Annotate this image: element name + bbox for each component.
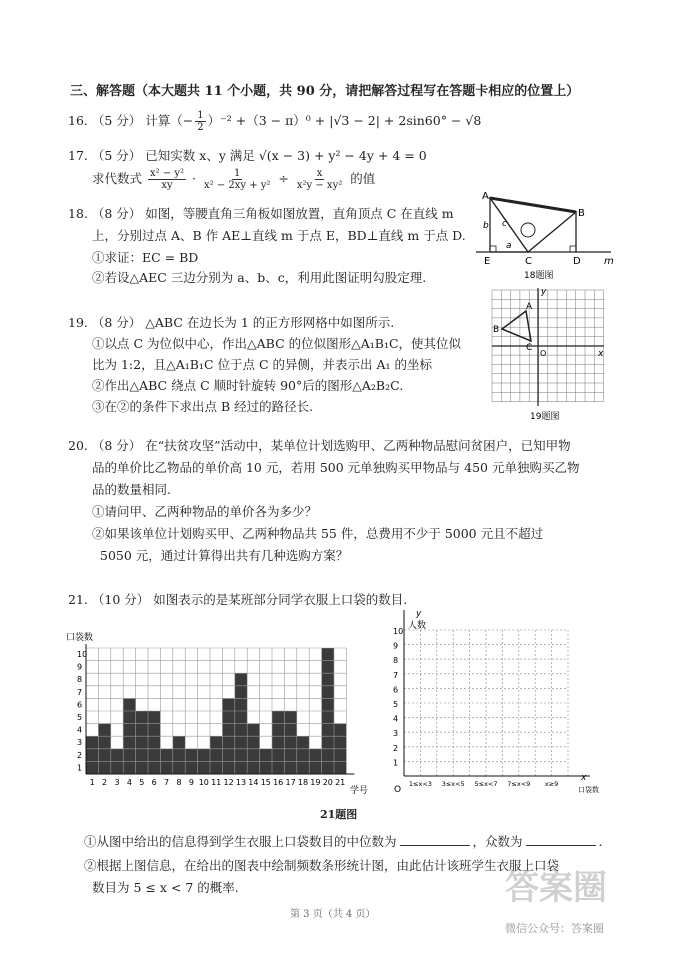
q20-line-2: 品的数量相同. xyxy=(92,482,171,497)
q17-fraction-3: $\frac{x}{\text{x²y − xy²}}$ xyxy=(296,168,343,191)
q18-caption: 18题图 xyxy=(524,271,554,281)
q19-score: （8 分） xyxy=(91,315,142,330)
bar xyxy=(272,711,284,774)
x-tick-label: 6 xyxy=(151,778,157,787)
q16-rest: ）⁻² +（3 − π）⁰ + |√3 − 2| + 2sin60° − √8 xyxy=(207,113,482,128)
right-angle-E xyxy=(490,246,496,252)
q21-number: 21. xyxy=(68,592,88,607)
q20-line-3: ①请问甲、乙两种物品的单价各为多少？ xyxy=(92,504,318,519)
y-tick-label: 9 xyxy=(77,662,83,672)
q19-label-x: x xyxy=(598,349,604,359)
q19-line-4: ③在②的条件下求出点 B 经过的路径长. xyxy=(92,399,314,414)
bar xyxy=(173,736,185,774)
x-tick-label: 1≤x<3 xyxy=(408,780,432,788)
q16-number: 16. xyxy=(68,113,88,128)
label-D: D xyxy=(573,256,581,267)
q17-score: （5 分） xyxy=(91,148,142,163)
bar xyxy=(210,736,222,774)
x-tick-label: 19 xyxy=(310,778,321,787)
y-tick-label: 10 xyxy=(77,650,88,659)
q17-number: 17. xyxy=(68,148,88,163)
x-tick-label: 21 xyxy=(335,778,346,787)
q17-dot: · xyxy=(192,171,197,186)
q16-text: 计算（− xyxy=(145,113,194,128)
y-tick-label: 8 xyxy=(77,675,83,685)
y-tick-label: 6 xyxy=(393,685,399,695)
q19-label-y: y xyxy=(541,287,547,297)
x-tick-label: 18 xyxy=(297,778,309,787)
q17-line2 xyxy=(92,168,375,191)
chart2-origin: O xyxy=(394,785,402,795)
triangle-ruler-hole xyxy=(521,223,535,237)
q20-score: （8 分） xyxy=(91,438,142,453)
q16-score: （5 分） xyxy=(91,113,142,128)
x-tick-label: 7≤x<9 xyxy=(507,780,531,788)
q17-prefix: 求代数式 xyxy=(92,171,143,186)
question-18 xyxy=(68,204,454,222)
y-tick-label: 4 xyxy=(393,714,399,724)
x-tick-label: 7 xyxy=(164,778,170,787)
q17-fraction-1: $\frac{\text{x² − y²}}{xy}$ xyxy=(150,168,185,191)
q19-line-3: ②作出△ABC 绕点 C 顺时针旋转 90°后的图形△A₂B₂C. xyxy=(92,378,404,393)
q21-score: （10 分） xyxy=(91,592,150,607)
label-m: m xyxy=(604,256,614,267)
q21-sub1-mid: ，众数为 xyxy=(472,834,523,849)
y-tick-label: 7 xyxy=(393,670,399,680)
x-tick-label: 9 xyxy=(188,778,194,787)
x-tick-label: 5≤x<7 xyxy=(474,780,498,788)
label-B: B xyxy=(578,208,585,219)
q19-number: 19. xyxy=(68,315,88,330)
y-tick-label: 3 xyxy=(393,729,399,739)
x-tick-label: 4 xyxy=(126,778,132,787)
q21-caption: 21题图 xyxy=(320,808,358,821)
x-tick-label: 15 xyxy=(260,778,271,787)
question-21 xyxy=(68,590,407,608)
label-A: A xyxy=(482,191,489,202)
question-17 xyxy=(68,146,427,164)
frequency-chart xyxy=(384,604,604,800)
q18-line-2: ①求证：EC = BD xyxy=(92,250,199,265)
y-tick-label: 1 xyxy=(393,758,399,768)
label-C: C xyxy=(525,256,532,267)
q19-label-C: C xyxy=(526,343,533,353)
bar xyxy=(148,711,160,774)
q19-line-0: △ABC 在边长为 1 的正方形网格中如图所示. xyxy=(145,315,395,330)
page-footer: 第 3 页（共 4 页） xyxy=(290,909,376,920)
bar xyxy=(136,711,148,774)
q19-label-B: B xyxy=(493,325,500,335)
question-16 xyxy=(68,110,481,133)
q18-figure xyxy=(476,190,616,290)
q18-line-3: ②若设△AEC 三边分别为 a、b、c，利用此图证明勾股定理. xyxy=(92,270,427,285)
q18-number: 18. xyxy=(68,206,88,221)
bar xyxy=(86,736,98,774)
q19-line-2: 比为 1:2，且△A₁B₁C 位于点 C 的异侧，并表示出 A₁ 的坐标 xyxy=(92,357,432,372)
x-tick-label: 10 xyxy=(198,778,209,787)
q19-label-O: O xyxy=(540,349,547,358)
label-a: a xyxy=(506,241,512,251)
question-20 xyxy=(68,436,571,454)
q21-sub1 xyxy=(84,832,603,850)
chart2-xlabel: 口袋数 xyxy=(578,786,599,794)
bar xyxy=(297,736,309,774)
q20-line-0: 在“扶贫攻坚”活动中，某单位计划选购甲、乙两种物品慰问贫困户，已知甲物 xyxy=(145,438,571,453)
chart2-ylabel: 人数 xyxy=(408,621,427,631)
label-b: b xyxy=(483,221,489,231)
x-tick-label: 16 xyxy=(273,778,284,787)
watermark-logo: 答案圈 xyxy=(505,868,607,908)
q19-line-1: ①以点 C 为位似中心，作出△ABC 的位似图形△A₁B₁C，使其位似 xyxy=(92,336,462,351)
y-tick-label: 7 xyxy=(77,687,83,697)
q17-div: ÷ xyxy=(278,171,289,186)
y-tick-label: 9 xyxy=(393,641,399,651)
q21-text: 如图表示的是某班部分同学衣服上口袋的数目. xyxy=(153,592,408,607)
y-tick-label: 8 xyxy=(393,656,399,666)
q18-score: （8 分） xyxy=(91,206,142,221)
y-tick-label: 5 xyxy=(77,713,83,722)
segment-AB xyxy=(490,198,576,212)
pocket-count-chart xyxy=(64,628,374,800)
watermark-caption: 微信公众号：答案圈 xyxy=(505,922,604,935)
q19-caption: 19题图 xyxy=(530,412,560,422)
x-tick-label: 3≤x<5 xyxy=(441,780,465,788)
q20-line-4: ②如果该单位计划购买甲、乙两种物品共 55 件，总费用不少于 5000 元且不超过 xyxy=(92,526,544,541)
chart1-ylabel: 口袋数 xyxy=(66,633,94,643)
label-c: c xyxy=(502,219,507,229)
y-tick-label: 3 xyxy=(77,738,83,748)
q17-fraction-2: $\frac{1}{\text{x² − 2xy + y²}}$ xyxy=(204,168,271,191)
median-blank xyxy=(400,835,470,846)
x-tick-label: 20 xyxy=(322,778,333,787)
y-tick-label: 10 xyxy=(393,627,404,636)
chart2-axis-y: y xyxy=(416,609,422,619)
y-tick-label: 5 xyxy=(393,700,399,709)
q20-number: 20. xyxy=(68,438,88,453)
x-tick-label: 8 xyxy=(176,778,182,787)
y-tick-label: 4 xyxy=(77,725,83,735)
q21-sub2-line2: 数目为 5 ≤ x < 7 的概率. xyxy=(92,880,239,895)
q18-line-0: 如图，等腰直角三角板如图放置，直角顶点 C 在直线 m xyxy=(145,206,454,221)
x-tick-label: 5 xyxy=(139,778,145,787)
x-tick-label: 2 xyxy=(102,778,108,787)
mode-blank xyxy=(526,835,596,846)
y-tick-label: 2 xyxy=(393,743,399,753)
x-tick-label: 1 xyxy=(89,778,95,787)
x-tick-label: 17 xyxy=(285,778,296,787)
bar xyxy=(284,711,296,774)
label-E: E xyxy=(484,256,491,267)
chart1-xlabel: 学号 xyxy=(350,786,369,796)
q18-line-1: 上，分别过点 A、B 作 AE⊥直线 m 于点 E，BD⊥直线 m 于点 D. xyxy=(92,228,466,243)
q17-line1: 已知实数 x、y 满足 √(x − 3) + y² − 4y + 4 = 0 xyxy=(145,148,427,163)
y-tick-label: 2 xyxy=(77,750,83,760)
q20-line-1: 品的单价比乙物品的单价高 10 元，若用 500 元单独购买甲物品与 450 元单独购买乙物 xyxy=(92,460,580,475)
q21-sub1-post: . xyxy=(598,834,603,849)
y-tick-label: 6 xyxy=(77,700,83,710)
q20-line-5: 5050 元，通过计算得出共有几种选购方案？ xyxy=(100,548,349,563)
x-tick-label: 11 xyxy=(211,778,222,787)
q17-suffix: 的值 xyxy=(350,171,376,186)
x-tick-label: 12 xyxy=(223,778,234,787)
question-19 xyxy=(68,313,394,331)
q19-label-A: A xyxy=(526,302,533,312)
x-tick-label: 13 xyxy=(235,778,247,787)
q16-fraction: $\frac{1}{2}$ xyxy=(197,110,204,133)
x-tick-label: x≥9 xyxy=(544,780,559,788)
q19-figure xyxy=(488,284,608,424)
x-tick-label: 14 xyxy=(248,778,259,787)
right-angle-D xyxy=(570,246,576,252)
x-tick-label: 3 xyxy=(114,778,120,787)
q21-sub1-pre: ①从图中给出的信息得到学生衣服上口袋数目的中位数为 xyxy=(84,834,397,849)
q21-sub2-line1: ②根据上图信息，在给出的图表中绘制频数条形统计图，由此估计该班学生衣服上口袋 xyxy=(84,858,560,873)
y-tick-label: 1 xyxy=(77,763,83,773)
chart2-axis-x: x xyxy=(581,773,587,783)
section-header: 三、解答题（本大题共 11 个小题，共 90 分，请把解答过程写在答题卡相应的位置上） xyxy=(70,84,580,99)
